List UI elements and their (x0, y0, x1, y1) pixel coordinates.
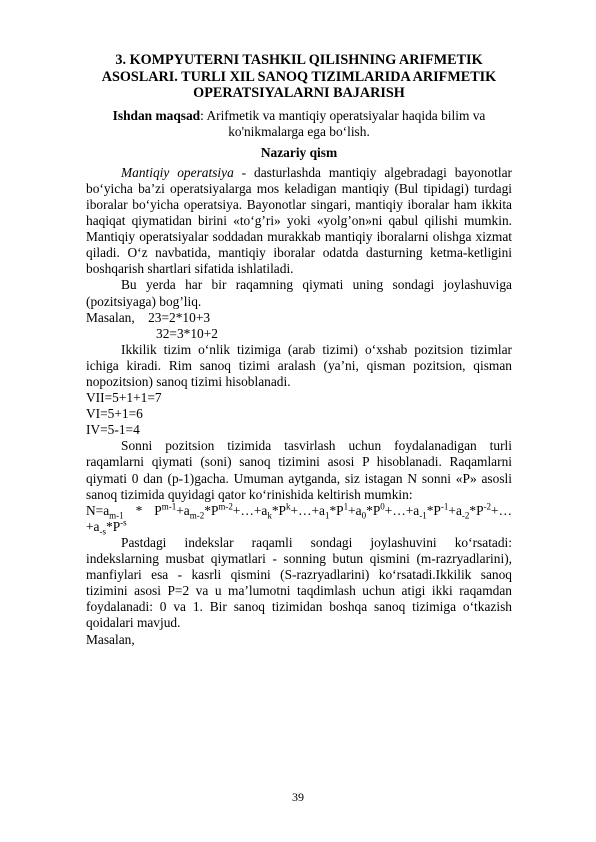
page-content (86, 52, 512, 648)
example-line-2: 32=3*10+2 (156, 325, 218, 341)
paragraph-5: Pastdagi indekslar raqamli sondagi joylashuvini ko‘rsatadi: indekslarning musbat qiymatlari - sonning butun qismini (m-razryadlarini), manfiylari esa - kasrli qismini (S-razryadlarini) ko‘rsatadi.Ikkilik sanoq tizimini asosi P=2 va u ma’lumotni taqdimlash uchun atigi ikki raqamdan foydalanadi: 0 va 1. Bir sanoq tizimidan boshqa sanoq tizimiga o‘tkazish qoidalari mavjud. (86, 534, 512, 631)
example-1: Masalan, 23=2*10+3 (86, 309, 211, 325)
section-heading: Nazariy qism (260, 144, 338, 160)
roman-example-3: IV=5-1=4 (86, 422, 140, 438)
positional-formula: $N=a_{m-1}$ * $P^{m-1}+a_{m-2}*P^{m-2}+\dots+a_k*P^k+\dots+a_1*P^1+a_0*P^0+\dots+a_{-1}*P^{-1}+a_{-2}*P^{-2}+\dots+a_{-s}*P^{-s}$ (86, 501, 512, 537)
paragraph-logical-operation (86, 165, 512, 278)
closing-line: Masalan, (86, 631, 135, 647)
example-line-1 (86, 310, 512, 326)
roman-example-2: VI=5+1=6 (86, 406, 143, 422)
page-title: 3. KOMPYUTERNI TASHKIL QILISHNING ARIFMETIK ASOSLARI. TURLI XIL SANOQ TIZIMLARIDA ARIFMETIK OPERATSIYALARNI BAJARISH (101, 52, 497, 101)
goal-label: Ishdan maqsad (112, 107, 201, 123)
page-number: 39 (292, 790, 304, 804)
goal-text: : Arifmetik va mantiqiy operatsiyalar haqida bilim va ko'nikmalarga ega bo‘lish. (200, 107, 486, 139)
paragraph-2: Bu yerda har bir raqamning qiymati uning sondagi joylashuviga (pozitsiyaga) bog’liq. (86, 277, 512, 309)
term-logical-operation: Mantiqiy operatsiya (121, 164, 234, 180)
goal-paragraph (86, 108, 512, 140)
paragraph-3: Ikkilik tizim o‘nlik tizimiga (arab tizimi) o‘xshab pozitsion tizimlar ichiga kiradi. Rim sanoq tizimi aralash (ya’ni, qisman pozitsion, qisman nopozitsion) sanoq tizimi hisoblanadi. (86, 341, 512, 389)
roman-example-1: VII=5+1+1=7 (86, 390, 162, 406)
paragraph-1-text: - dasturlashda mantiqiy algebradagi bayonotlar bo‘yicha ba’zi operatsiyalarga mos keladigan mantiqiy (Bul tipidagi) turdagi iboralar bo‘yicha operatsiya. Bayonotlar singari, mantiqiy iboralar ham ikkita haqiqat qiymatidan birini «to‘g’ri» yoki «yolg’on»ni qabul qilishi mumkin. Mantiqiy operatsiyalar soddadan murakkab mantiqiy iboralarni olishga xizmat qiladi. O‘z navbatida, mantiqiy iboralar odatda dasturning ketma-ketligini boshqarish shartlari sifatida ishlatiladi. (86, 164, 512, 277)
paragraph-4: Sonni pozitsion tizimida tasvirlash uchun foydalanadigan turli raqamlarni qiymati (soni) sanoq tizimini asosi P hisoblanadi. Raqamlarni qiymati 0 dan (p-1)gacha. Umuman aytganda, siz istagan N sonni «P» asosli sanoq tizimida quyidagi qator ko‘rinishida keltirish mumkin: (86, 438, 512, 502)
